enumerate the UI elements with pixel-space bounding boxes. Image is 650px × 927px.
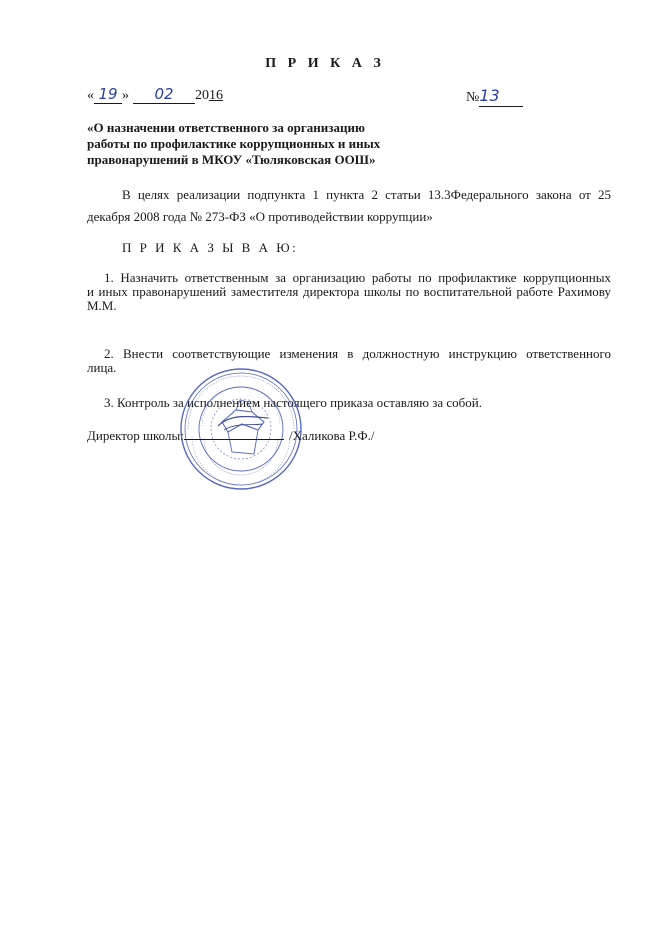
number-sign: № — [466, 90, 480, 105]
order-item-3 — [87, 396, 611, 410]
subject-line: «О назначении ответственного за организацию — [87, 120, 365, 135]
signature-line — [184, 429, 284, 440]
preamble-line: декабря 2008 года № 273-ФЗ «О противодействии коррупции» — [87, 209, 433, 224]
date-year-prefix: 20 — [195, 88, 209, 103]
subject-line: правонарушений в МКОУ «Тюляковская ООШ» — [87, 152, 376, 167]
preamble — [87, 184, 611, 228]
order-date — [87, 87, 223, 104]
date-close-quote: » — [122, 88, 129, 103]
date-year-suffix: 16 — [209, 88, 223, 103]
order-item-1 — [87, 271, 611, 313]
signature-role-text: Директор школы: — [87, 428, 184, 443]
date-open-quote: « — [87, 88, 94, 103]
order-item-first-line: 1. Назначить ответственным за организацию работы по профилактике коррупционных — [104, 270, 611, 285]
preamble-line: В целях реализации подпункта 1 пункта 2 статьи 13.3Федерального закона от 25 — [122, 187, 611, 202]
subject-line: работы по профилактике коррупционных и иных — [87, 136, 381, 151]
number-field — [479, 86, 523, 107]
date-day-field — [94, 87, 122, 104]
order-number — [466, 86, 523, 107]
signature-name: /Халикова Р.Ф./ — [289, 428, 375, 443]
order-subject — [87, 120, 417, 168]
date-month: 02 — [154, 85, 174, 103]
date-day: 19 — [98, 85, 118, 103]
orders-heading: П Р И К А З Ы В А Ю: — [122, 240, 299, 255]
order-item-rest: лица. — [87, 360, 117, 375]
order-item-2 — [87, 347, 611, 375]
order-item-first-line: 2. Внести соответствующие изменения в должностную инструкцию ответственного — [104, 346, 611, 361]
order-item-first-line: 3. Контроль за исполнением настоящего приказа оставляю за собой. — [104, 395, 482, 410]
order-item-rest: и иных правонарушений заместителя директора школы по воспитательной работе Рахимову М.М. — [87, 284, 611, 313]
number-value: 13 — [479, 86, 500, 105]
document-title: П Р И К А З — [265, 56, 385, 71]
signature-role — [87, 428, 284, 444]
date-month-field — [133, 87, 195, 104]
